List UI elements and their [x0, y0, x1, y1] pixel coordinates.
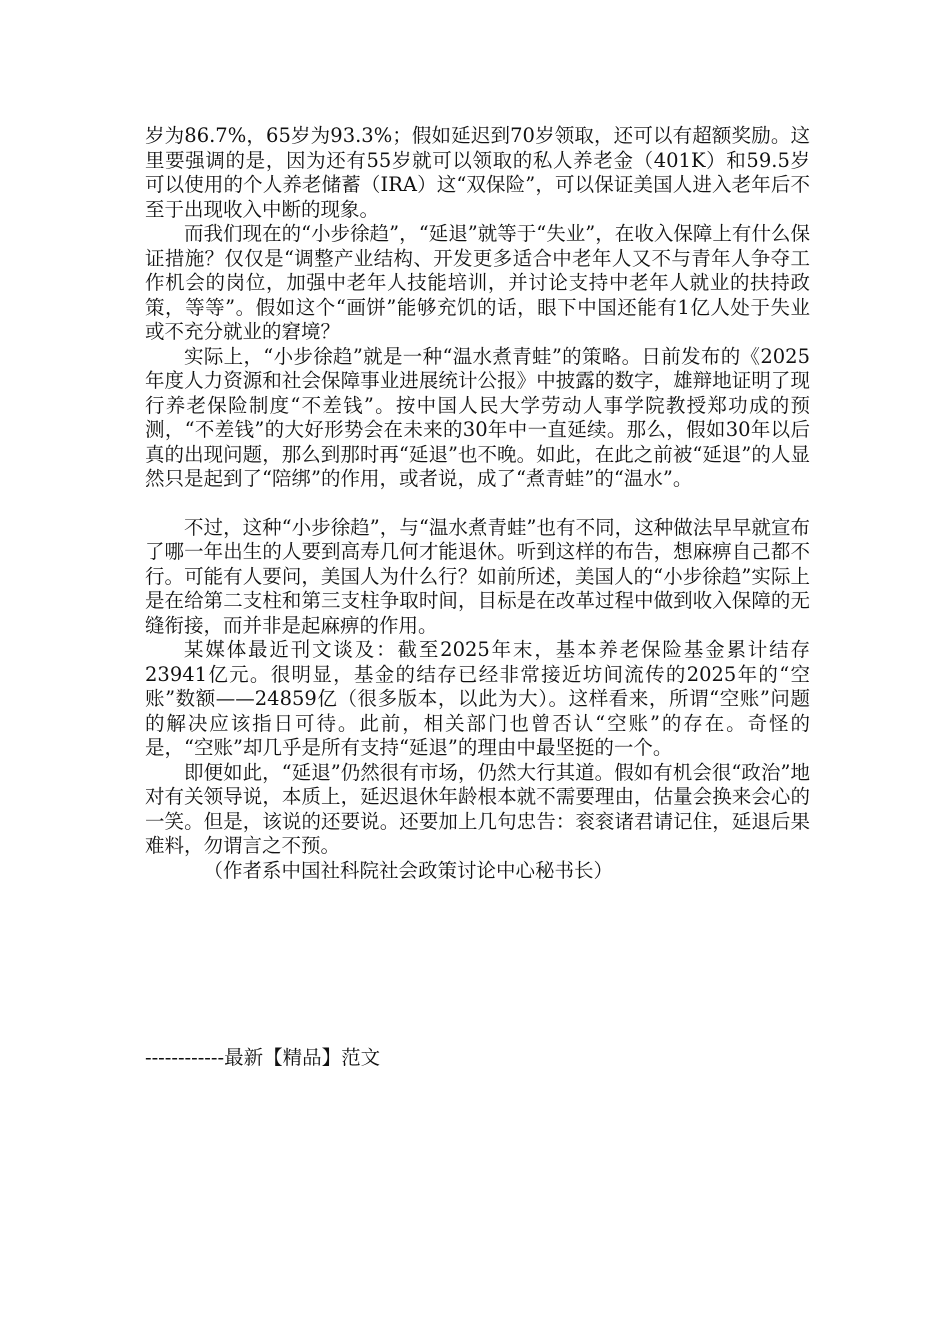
- page-footer: ------------最新【精品】范文: [145, 1046, 381, 1069]
- author-signature: （作者系中国社科院社会政策讨论中心秘书长）: [203, 858, 614, 882]
- paragraph: 即便如此，“延退”仍然很有市场，仍然大行其道。假如有机会很“政治”地对有关领导说，本质上，延迟退休年龄根本就不需要理由，估量会换来会心的一笑。但是，该说的还要说。还要加上几句忠告：衮衮诸君请记住，延退后果难料，勿谓言之不预。: [145, 760, 810, 857]
- paragraph-continued: 岁为86.7%，65岁为93.3%；假如延迟到70岁领取，还可以有超额奖励。这里要强调的是，因为还有55岁就可以领取的私人养老金（401K）和59.5岁可以使用的个人养老储蓄（IRA）这“双保险”，可以保证美国人进入老年后不至于出现收入中断的现象。: [145, 124, 810, 221]
- paragraph: 实际上，“小步徐趋”就是一种“温水煮青蛙”的策略。日前发布的《2025年度人力资源和社会保障事业进展统计公报》中披露的数字，雄辩地证明了现行养老保险制度“不差钱”。按中国人民大学劳动人事学院教授郑功成的预测，“不差钱”的大好形势会在未来的30年中一直延续。那么，假如30年以后真的出现问题，那么到那时再“延退”也不晚。如此，在此之前被“延退”的人显然只是起到了“陪绑”的作用，或者说，成了“煮青蛙”的“温水”。: [145, 344, 810, 490]
- document-body: [145, 124, 810, 883]
- paragraph: 而我们现在的“小步徐趋”，“延退”就等于“失业”，在收入保障上有什么保证措施？仅仅是“调整产业结构、开发更多适合中老年人又不与青年人争夺工作机会的岗位，加强中老年人技能培训，并讨论支持中老年人就业的扶持政策，等等”。假如这个“画饼”能够充饥的话，眼下中国还能有1亿人处于失业或不充分就业的窘境？: [145, 222, 810, 343]
- paragraph: 不过，这种“小步徐趋”，与“温水煮青蛙”也有不同，这种做法早早就宣布了哪一年出生的人要到高寿几何才能退休。听到这样的布告，想麻痹自己都不行。可能有人要问，美国人为什么行？如前所述，美国人的“小步徐趋”实际上是在给第二支柱和第三支柱争取时间，目标是在改革过程中做到收入保障的无缝衔接，而并非是起麻痹的作用。: [145, 515, 810, 637]
- paragraph: 某媒体最近刊文谈及：截至2025年末，基本养老保险基金累计结存23941亿元。很明显，基金的结存已经非常接近坊间流传的2025年的“空账”数额——24859亿（很多版本，以此为大）。这样看来，所谓“空账”问题的解决应该指日可待。此前，相关部门也曾否认“空账”的存在。奇怪的是，“空账”却几乎是所有支持“延退”的理由中最坚挺的一个。: [145, 638, 810, 759]
